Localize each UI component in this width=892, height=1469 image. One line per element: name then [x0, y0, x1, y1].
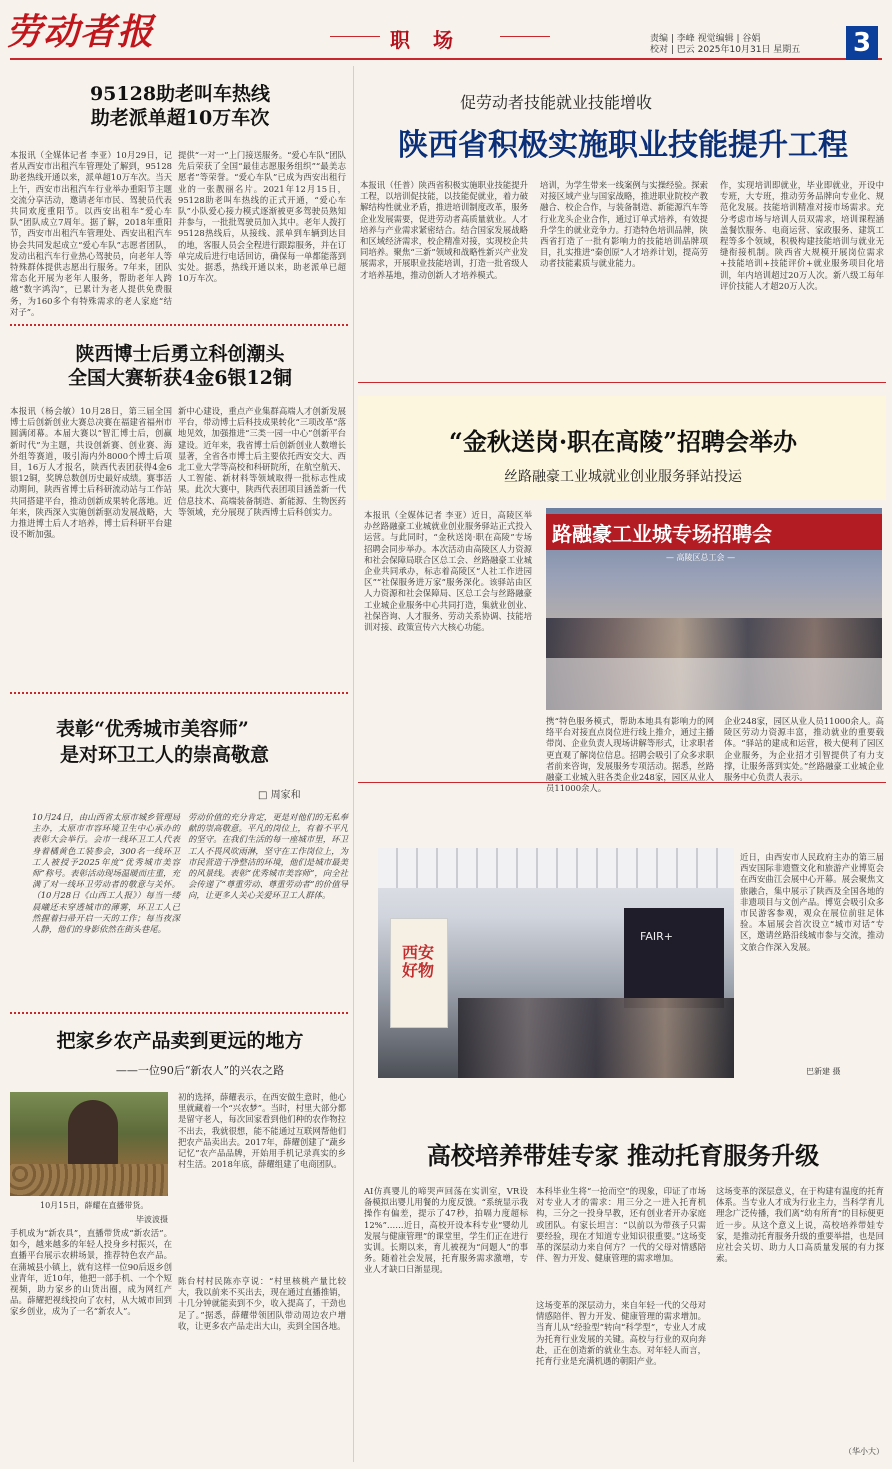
article4-subtitle: 丝路融豪工业城就业创业服务驿站投运	[504, 469, 742, 485]
article3-title-line1: 陕西博士后勇立科创潮头	[75, 343, 285, 365]
article6-column-3: 陈台村村民陈亦亨说：“村里核桃产量比较大，我以前来不买出去，现在通过直播推销，十几分钟就能卖到不少，收入提高了，干劲也足了。”据悉，薛耀带领团队带动周边农户增收，让更多农产品走出大山，卖到全国各地。	[178, 1276, 346, 1331]
photo-banner-sub: — 高陵区总工会 —	[666, 553, 736, 562]
article2-kicker: 促劳动者技能就业技能增收	[460, 93, 653, 112]
article1-title-line1: 95128助老叫车热线	[89, 83, 271, 105]
article6-subtitle: ——一位90后“新农人”的兴农之路	[115, 1064, 285, 1077]
article8-column-3: 这场变革的深层动力，来自年轻一代的父母对情感陪伴、智力开发、健康管理的需求增加。当育儿从“经验型”转向“科学型”，专业人才成为托育行业发展的关键。高校与行业的双向奔赴，正在创造新的就业生态。对年轻人而言，托育行业是充满机遇的朝阳产业。	[536, 1300, 706, 1367]
page-number: 3	[846, 26, 878, 60]
article8-byline: （华小大）	[844, 1447, 884, 1456]
visitors	[458, 998, 734, 1078]
article2-column-1: 本报讯（任普）陕西省积极实施职业技能提升工程，以培训促技能，以技能促就业，着力破解结构性就业矛盾，推进培训制度改革，服务企业发展需要，促进劳动者高质量就业。人才培养与产业需求紧密结合。结合国家发展战略和区域经济需求，校企精准对接，实现校企共同培养。聚焦“三新”领域和战略性新兴产业发展需求，开展职业技能培训，打造一批省级人才培养基地，推动创新人才培养模式。	[360, 180, 528, 280]
article3-divider	[10, 692, 348, 696]
article1-headline	[10, 82, 350, 130]
article1-divider	[10, 324, 348, 328]
article5-column-1: 10月24日，由山西省太原市城乡管理局主办，太原市市容环境卫生中心承办的表彰大会举行。会市一线环卫工人代表身着橘黄色工装参会，300名一线环卫工人被授予2025年度“优秀城市美容师”称号。表彰活动现场温暖而庄重，充满了对一线环卫劳动者的敬意与关怀。（10月28日《山西工人报》）每当一缕晨曦还未穿透城市的薄雾，环卫工人已然握着扫帚开启一天的工作；每当夜深人静，他们的身影依然在街头巷尾。	[32, 812, 180, 935]
article1-title-line2: 助老派单超10万车次	[90, 107, 270, 129]
newspaper-logo: 劳动者报	[6, 11, 155, 53]
article4-column-1: 本报讯（全媒体记者 李亚）近日，高陵区举办丝路融豪工业城就业创业服务驿站正式投入运营。与此同时，“金秋送岗·职在高陵”专场招聘会同步举办。本次活动由高陵区人力资源和社会保障局联合区总工会、丝路融豪工业城企业共同承办，标志着高陵区“人社工作进园区”“社保服务进万家”服务深化。该驿站由区人力资源和社会保障局、区总工会与丝路融豪工业城企业服务中心共同打造，集就业创业、社保咨询、人才服务、劳动关系协调、技能培训对接、政策宣传六大核心功能。	[364, 510, 532, 633]
article4-headline: “金秋送岗·职在高陵”招聘会举办	[449, 427, 797, 456]
walnut-pile	[10, 1164, 168, 1196]
article3-column-2: 新中心建设，重点产业集群高端人才创新发展平台，带动博士后科技成果转化“三项改革”落地见效，加强推进“三类一园一中心”创新平台建设。近年来，我省博士后创新创业人数增长显著，全省各市博士后主要依托西安交大、西北工业大学等高校和科研院所，在航空航天、人工智能、新材料等领域取得一批标志性成果。此次大赛中，陕西代表团项目涵盖新一代信息技术、高端装备制造、新能源、生物医药等领域，充分展现了陕西博士后科创实力。	[178, 406, 346, 517]
section-ornament-left	[330, 36, 380, 37]
article8-headline: 高校培养带娃专家 推动托育服务升级	[426, 1141, 820, 1170]
article7-credit: 巴新建 摄	[806, 1067, 841, 1076]
editor-info	[650, 34, 800, 56]
article5-author: □ 周家和	[258, 790, 301, 801]
article6-photo-caption: 10月15日，薛耀在直播带货。	[40, 1201, 149, 1210]
article5-headline	[20, 716, 320, 768]
section-title: 职 场	[390, 28, 461, 52]
article5-divider	[10, 1012, 348, 1016]
article5-column-2: 劳动价值的充分肯定，更是对他们的无私奉献的崇高敬意。平凡的岗位上，有着不平凡的坚守。在我们生活的每一座城市里，环卫工人不畏风吹雨淋，坚守在工作岗位上，为市民营造干净整洁的环境，他们是城市最美的风景线。表彰“优秀城市美容师”，向全社会传递了“尊重劳动、尊重劳动者”的价值导向，让更多人关心关爱环卫工人群体。	[188, 812, 348, 901]
article5-title-line2: 是对环卫工人的崇高敬意	[60, 744, 270, 766]
article7-caption: 近日，由西安市人民政府主办的第三届西安国际非遗暨文化和旅游产业博览会在西安曲江会展中心开幕。展会聚焦文旅融合，集中展示了陕西及全国各地的非遗项目与文创产品。博览会吸引众多市民游客参观，观众在展位前驻足体验。本届展会首次设立“城市对话”专区，邀请丝路沿线城市参与交流，推动文旅合作深入发展。	[740, 852, 884, 952]
masthead-underline	[10, 58, 882, 60]
article3-column-1: 本报讯（杨会敏）10月28日，第三届全国博士后创新创业大赛总决赛在福建省福州市圆满闭幕。本届大赛以“智汇博士后，创赢新时代”为主题，共设创新赛、创业赛、海外组等赛道，吸引海内外8000个博士后项目，16万人才报名，陕西代表团获得4金6银12铜，奖牌总数创历史最好成绩。赛事活动期间，陕西省博士后科研流动站与工作站共同搭建平台，推动创新成果转化落地。近年来，陕西深入实施创新驱动发展战略，大力推进博士后人才培养，博士后科研平台建设不断加强。	[10, 406, 172, 540]
article6-photo	[10, 1092, 168, 1196]
article1-column-1: 本报讯（全媒体记者 李亚）10月29日，记者从西安市出租汽车管理处了解到，95128助老热线开通以来，派单超10万车次。当天上午，西安市出租汽车行业举办重阳节主题交流分享活动，邀请老年市民、驾驶员代表共同欢度重阳节。以西安出租车“爱心车队”团队成立7周年。据了解，2018年重阳节，西安市出租汽车管理处、西安出租汽车协会共同发起成立“爱心车队”志愿者团队，发动出租汽车行业热心驾驶员，向老年人等特殊群体提供志愿出行服务。7年来，团队常态化开展为老年人服务，帮助老年人跨越“数字鸿沟”，已累计为老人提供免费服务，为160多个有特殊需求的老人家庭“结对子”。	[10, 150, 172, 317]
article4-bottom-rule	[358, 782, 886, 783]
article6-column-1: 手机成为“新农具”，直播带货成“新农活”。如今，越来越多的年轻人投身乡村振兴，在直播平台展示农耕场景，推荐特色农产品。在蒲城县小镇上，就有这样一位90后返乡创业青年，近10年，他把一部手机、一个个短视频，助力家乡的山货出圈，成为网红产品。薛耀把视线投向了农村，从大城市回到家乡创业，成为了一名“新农人”。	[10, 1228, 172, 1317]
article4-photo	[546, 508, 882, 710]
article7-photo	[378, 848, 734, 1078]
article6-column-2: 初的选择，薛耀表示，在西安做生意时，他心里就藏着一个“兴农梦”。当时，村里大部分都是留守老人，每次回家看到他们种的农作物拉不出去，我就很想，能不能通过互联网帮他们把农产品卖出去。2017年，薛耀创建了“蔬乡记忆”农产品品牌，开始用手机记录真实的乡村生活。2018年底，薛耀组建了电商团队。	[178, 1092, 346, 1170]
article3-headline	[10, 342, 350, 390]
photo-banner-text: 路融豪工业城专场招聘会	[552, 522, 772, 546]
article2-column-4: 作，实现培训即就业，毕业即就业，开设中专班，大专班，推动劳务品牌向专业化、规范化发展。技能培训精准对接市场需求。充分考虑市场与培训人员双需求，培训课程涵盖餐饮服务、电商运营、家政服务、建筑工程等多个领域，积极构建技能培训与就业无缝衔接机制。陕西省大规模开展岗位需求+技能培训+技能评价+就业服务项目化培训，年内培训超过20万人次。新八级工每年评价技能人才超20万人次。	[720, 180, 884, 291]
article1-column-2: 提供“一对一”上门接送服务。“爱心车队”团队先后荣获了全国“最佳志愿服务组织”“最美志愿者”等荣誉。“爱心车队”已成为西安出租行业的一张靓丽名片。2021年12月15日，95128助老叫车热线的正式开通，“爱心车队”小队爱心接力模式逐渐被更多驾驶员熟知并参与，一批批驾驶员加入其中。老年人拨打95128热线后，从接线、派单到车辆到达目的地，客服人员会全程进行跟踪服务，并在订单完成后进行电话回访，确保每一单都能落到实处。据悉，热线开通以来，助老派单已超10万车次。	[178, 150, 346, 284]
article6-photo-credit: 毕波波摄	[136, 1215, 168, 1224]
farmer-figure	[68, 1100, 118, 1170]
article2-bottom-rule	[358, 382, 886, 383]
article8-column-2: 本科毕业生将“一抢而空”的现象，印证了市场对专业人才的需求：用三分之一进入托育机构，三分之一投身早教，还有创业者开办家庭或团队。有家长坦言：“以前以为带孩子只需要经验，现在才知道专业知识很重要。”这场变革的深层动力来自何方？一代的父母对情感陪伴、智力开发、健康管理的需求增加。	[536, 1186, 706, 1264]
editor-line-2: 校对 | 巴云 2025年10月31日 星期五	[650, 45, 801, 55]
booth-sign: 西安好物	[401, 943, 434, 980]
booth-display-text: FAIR+	[640, 930, 673, 943]
article8-column-1: AI仿真婴儿的啼哭声回荡在实训室，VR设备模拟出婴儿用餐的力度反馈。“系统显示我操作有偏差，提示了47秒，拍嗝力度超标12%”……近日，高校开设本科专业“婴幼儿发展与健康管理”的课堂里，学生们正在进行实训。长期以来，育儿被视为“问题人”的事务。随着社会发展，托育服务需求激增，专业人才缺口日渐显现。	[364, 1186, 528, 1275]
article4-column-3: 企业248家，园区从业人员11000余人。高陵区劳动力资源丰富，推动就业的重要载体。“驿站的建成和运营，极大便利了园区企业服务，为企业招才引智提供了有力支撑，让服务落到实处。”丝路融豪工业城企业服务中心负责人表示。	[724, 716, 884, 783]
section-ornament-right	[500, 36, 550, 37]
booth-display	[624, 908, 724, 1008]
article4-column-2: 携“特色服务模式，帮助本地具有影响力的网络平台对接直点岗位进行线上推介，通过主播带岗、企业负责人现场讲解等形式，让求职者更直观了解岗位信息。招聘会吸引了众多求职者前来咨询，发展服务专项活动。据悉，丝路融豪工业城入驻各类企业248家，园区从业人员11000余人。	[546, 716, 714, 794]
column-divider	[353, 66, 354, 1462]
article6-headline: 把家乡农产品卖到更远的地方	[56, 1030, 304, 1052]
article2-headline: 陕西省积极实施职业技能提升工程	[398, 128, 848, 163]
photo-table	[546, 658, 882, 710]
photo-ceiling	[378, 848, 734, 888]
article3-title-line2: 全国大赛斩获4金6银12铜	[68, 367, 292, 389]
article2-column-2: 培训，为学生带来一线案例与实操经验。探索对接区域产业与国家战略，推进职业院校产教融合、校企合作，与装备制造、新能源汽车等行业龙头企业合作，通过订单式培养，有效提升学生的就业竞争力。打造特色培训品牌，陕西省打造了一批有影响力的技能培训品牌项目，扎实推进“秦创原”人才培养计划，提高劳动者技能素质与就业能力。	[540, 180, 708, 269]
article8-column-4: 这场变革的深层意义，在于构建有温度的托育体系。当专业人才成为行业主力，当科学育儿理念广泛传播，我们离“幼有所育”的目标便更近一步。从这个意义上说，高校培养带娃专家，是推动托育服务升级的重要举措，也是回应社会关切、助力人口高质量发展的有力探索。	[716, 1186, 884, 1264]
article5-title-line1: 表彰“优秀城市美容师”	[56, 718, 249, 740]
editor-line-1: 责编 | 李峰 视觉编辑 | 谷娟	[650, 34, 761, 44]
